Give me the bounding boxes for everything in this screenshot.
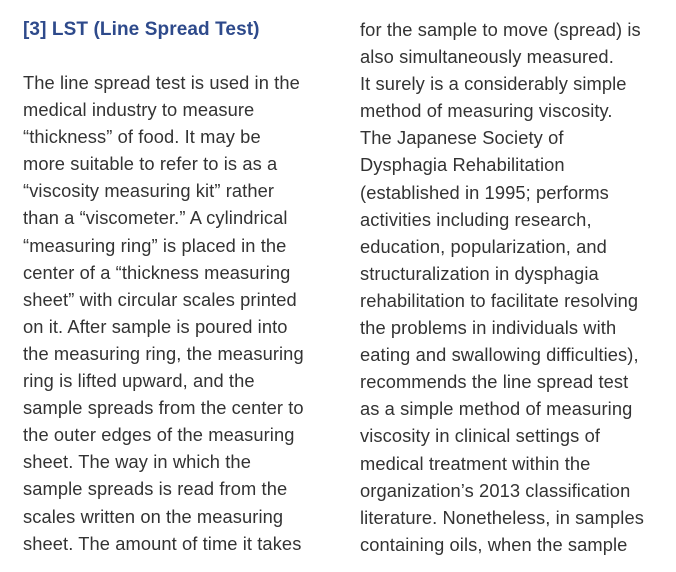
text-line: on it. After sample is poured into [23,315,288,337]
text-line: also simultaneously measured. [360,46,614,68]
text-line: for the sample to move (spread) is [360,19,641,40]
text-line: The line spread test is used in the [23,72,300,93]
right-paragraph [360,16,665,558]
text-line: containing oils, when the sample [360,533,628,555]
text-line: literature. Nonetheless, in samples [360,506,644,528]
text-line: sheet. The way in which the [23,451,251,473]
left-paragraph [23,69,328,557]
text-line: recommends the line spread test [360,371,629,393]
text-line: sample spreads is read from the [23,478,288,500]
text-line: activities including research, [360,208,592,230]
text-line: “viscosity measuring kit” rather [23,180,275,202]
section-heading: [3] LST (Line Spread Test) [23,19,260,40]
text-line: more suitable to refer to is as a [23,153,278,175]
right-column [360,16,665,558]
text-line: (established in 1995; performs [360,181,609,203]
text-line: education, popularization, and [360,235,607,257]
text-line: ring is lifted upward, and the [23,370,255,392]
text-line: sheet. The amount of time it takes [23,532,302,554]
text-line: sample spreads from the center to [23,397,304,419]
text-line: organization’s 2013 classification [360,479,631,501]
text-line: center of a “thickness measuring [23,261,291,283]
text-line: scales written on the measuring [23,505,284,527]
text-line: viscosity in clinical settings of [360,425,601,447]
text-line: the measuring ring, the measuring [23,342,304,364]
text-line: structuralization in dysphagia [360,262,599,284]
text-line: the outer edges of the measuring [23,424,295,446]
text-line: medical treatment within the [360,452,591,474]
text-line: Dysphagia Rehabilitation [360,154,565,176]
text-line: than a “viscometer.” A cylindrical [23,207,288,229]
text-line: the problems in individuals with [360,317,617,339]
text-line: medical industry to measure [23,99,255,121]
text-line: rehabilitation to facilitate resolving [360,289,639,311]
text-line: “thickness” of food. It may be [23,126,261,148]
text-line: eating and swallowing difficulties), [360,344,639,366]
text-line: The Japanese Society of [360,127,564,149]
left-column [23,16,328,557]
text-line: method of measuring viscosity. [360,100,613,122]
text-line: “measuring ring” is placed in the [23,234,287,256]
text-line: as a simple method of measuring [360,398,633,420]
text-line: It surely is a considerably simple [360,73,627,95]
text-line: sheet” with circular scales printed [23,288,297,310]
